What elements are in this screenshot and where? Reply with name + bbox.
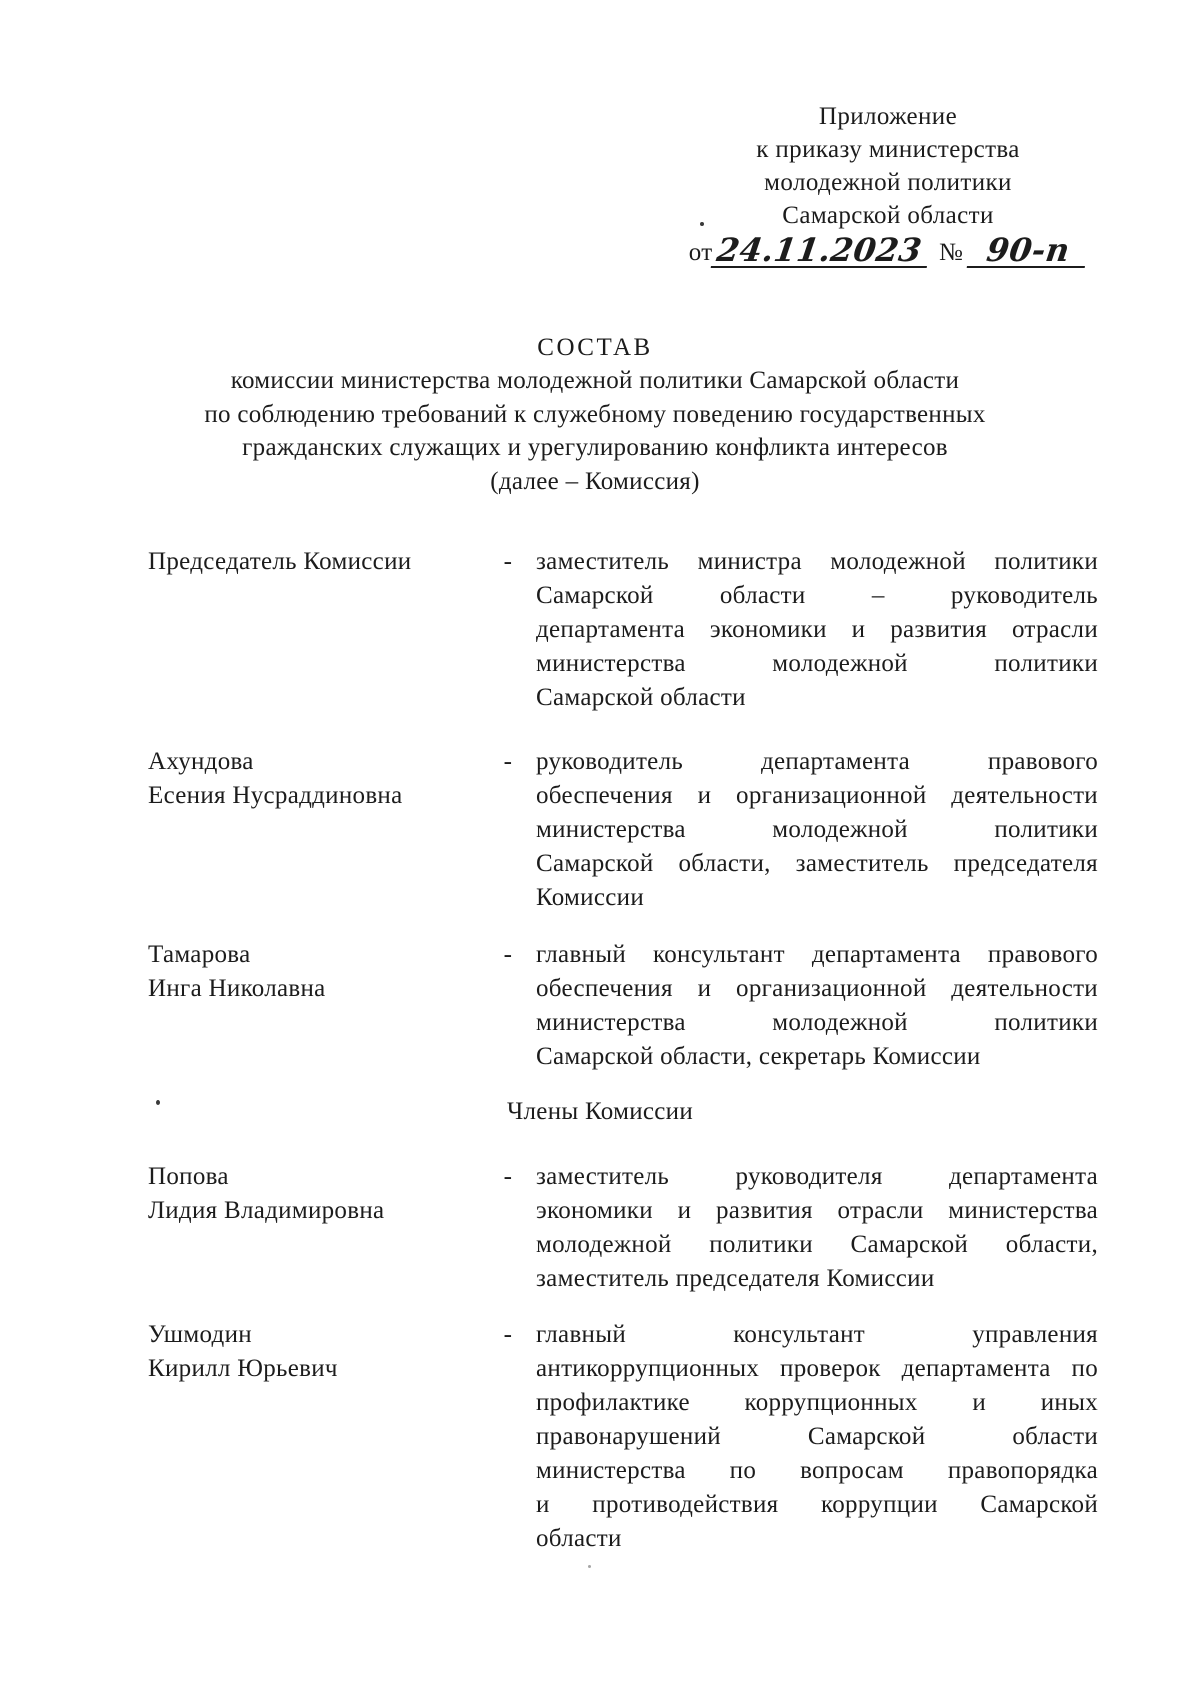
scan-speck xyxy=(156,1100,160,1105)
handwritten-order-number: 90-п xyxy=(967,235,1090,268)
member-name: Председатель Комиссии xyxy=(148,548,412,575)
member-row xyxy=(148,545,1098,715)
order-date-prefix: от xyxy=(688,239,713,266)
header-line: Приложение xyxy=(818,103,958,130)
member-name: Ахундова Есения Нусраддиновна xyxy=(148,748,403,809)
member-row xyxy=(148,745,1098,915)
dash-separator: - xyxy=(503,1163,513,1190)
member-row xyxy=(148,1160,1098,1296)
order-number-line xyxy=(668,231,1108,269)
header-line: молодежной политики xyxy=(764,169,1012,196)
member-row xyxy=(148,938,1098,1074)
title-line: комиссии министерства молодежной политики Самарской области xyxy=(230,367,960,395)
title-line: (далее – Комиссия) xyxy=(490,467,700,495)
member-row xyxy=(148,1318,1098,1556)
scan-speck xyxy=(588,1565,591,1568)
member-role: главный консультант управления антикоррупционных проверок департамента по профилактике коррупционных и иных правонарушений Самарской области министерства по вопросам правопорядка и противодействия коррупции Самарской области xyxy=(536,1321,1098,1552)
dash-separator: - xyxy=(503,941,513,968)
order-reference-block xyxy=(668,100,1108,268)
header-line: Самарской области xyxy=(782,202,994,229)
member-role: заместитель министра молодежной политики Самарской области – руководитель департамента экономики и развития отрасли министерства молодежной политики Самарской области xyxy=(536,548,1098,711)
member-name: Ушмодин Кирилл Юрьевич xyxy=(148,1321,338,1382)
title-line: гражданских служащих и урегулированию конфликта интересов xyxy=(242,434,948,462)
number-sign: № xyxy=(939,239,964,266)
members-section-heading: Члены Комиссии xyxy=(506,1098,694,1125)
document-title xyxy=(90,331,1100,498)
member-role: заместитель руководителя департамента экономики и развития отрасли министерства молодежной политики Самарской области, заместитель председателя Комиссии xyxy=(536,1163,1098,1292)
member-role: главный консультант департамента правового обеспечения и организационной деятельности министерства молодежной политики Самарской области, секретарь Комиссии xyxy=(536,941,1098,1070)
title-heading: СОСТАВ xyxy=(537,334,653,361)
member-role: руководитель департамента правового обеспечения и организационной деятельности министерства молодежной политики Самарской области, заместитель председателя Комиссии xyxy=(536,748,1098,911)
scan-speck xyxy=(700,222,704,226)
dash-separator: - xyxy=(503,748,513,775)
title-line: по соблюдению требований к служебному поведению государственных xyxy=(204,400,986,428)
dash-separator: - xyxy=(503,548,513,575)
member-name: Тамарова Инга Николавна xyxy=(148,941,326,1002)
header-line: к приказу министерства xyxy=(756,136,1020,163)
handwritten-order-date: 24.11.2023 xyxy=(710,235,931,268)
member-name: Попова Лидия Владимировна xyxy=(148,1163,385,1224)
dash-separator: - xyxy=(503,1321,513,1348)
